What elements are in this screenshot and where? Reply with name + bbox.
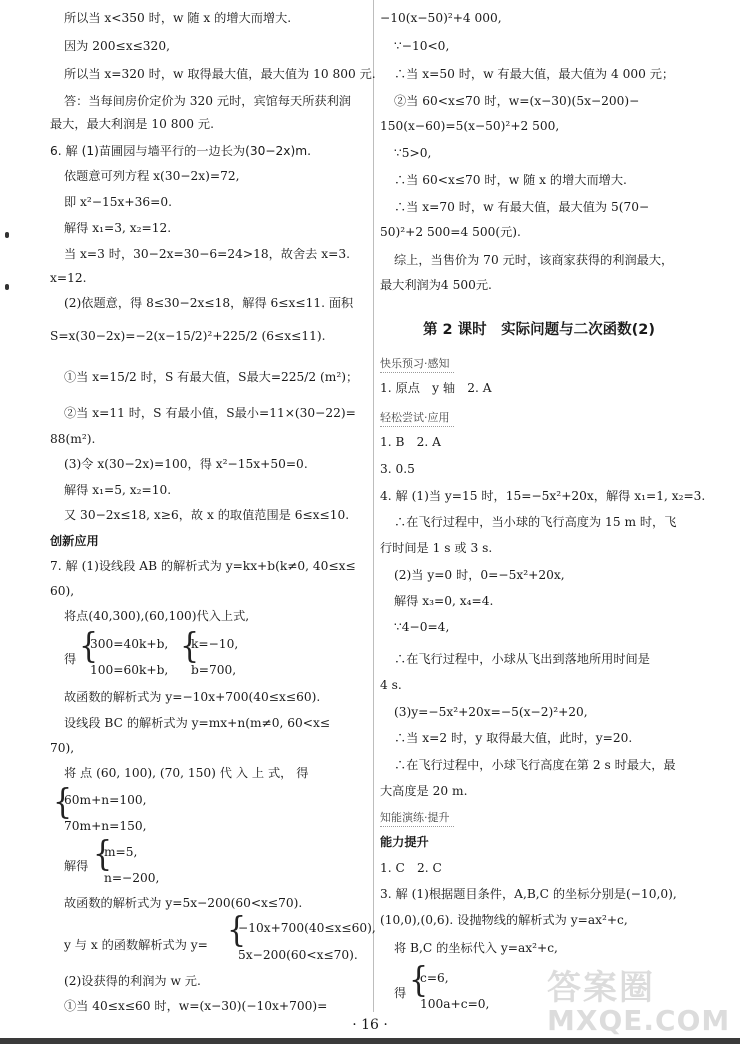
brace: { (409, 960, 429, 1001)
text-line: 解得 x₃=0, x₄=4. (394, 594, 494, 608)
text-line: 50)²+2 500=4 500(元). (380, 225, 521, 239)
equation: n=−200, (104, 871, 160, 885)
text-line: 将 点 (60, 100), (70, 150) 代 入 上 式， 得 (64, 766, 309, 780)
equation: k=−10, (191, 637, 239, 651)
section-tag: 知能演练·提升 (380, 808, 454, 827)
formula-line: ①当 x=15/2 时，S 有最大值，S最大=225/2 (m²)； (64, 370, 359, 384)
text-line: ∴在飞行过程中，小球从飞出到落地所用时间是 (394, 652, 650, 666)
text-line: (2)依题意，得 8≤30−2x≤18，解得 6≤x≤11. 面积 (64, 296, 354, 310)
watermark-logo (547, 960, 731, 1038)
text-line: 答：当每间房价定价为 320 元时，宾馆每天所获利润 (64, 94, 351, 108)
scan-mark (5, 284, 9, 290)
text-line: 故函数的解析式为 y=−10x+700(40≤x≤60). (64, 690, 321, 704)
text-line: (2)当 y=0 时，0=−5x²+20x, (394, 568, 565, 582)
text-line: x=12. (50, 271, 87, 285)
text-line: ∴当 x=2 时，y 取得最大值，此时，y=20. (394, 731, 633, 745)
text-line: 60), (50, 584, 75, 598)
text-line: 依题意可列方程 x(30−2x)=72, (64, 169, 240, 183)
text-line: 1. B 2. A (380, 435, 441, 449)
text-line: 最大利润为4 500元. (380, 278, 492, 292)
equation: 100a+c=0, (420, 997, 490, 1011)
text-line: 将 B,C 的坐标代入 y=ax²+c, (394, 941, 558, 955)
text-line: 大高度是 20 m. (380, 784, 468, 798)
text-line: 将点(40,300),(60,100)代入上式, (64, 609, 250, 623)
page-number: · 16 · (352, 1017, 388, 1033)
text-line: (10,0),(0,6). 设抛物线的解析式为 y=ax²+c, (380, 913, 628, 927)
text-line: 行时间是 1 s 或 3 s. (380, 541, 493, 555)
text-line: 故函数的解析式为 y=5x−200(60<x≤70). (64, 896, 303, 910)
text-line: (3)令 x(30−2x)=100，得 x²−15x+50=0. (64, 457, 308, 471)
text-line: 解得 x₁=5, x₂=10. (64, 483, 172, 497)
text-line: 即 x²−15x+36=0. (64, 195, 172, 209)
section-tag: 轻松尝试·应用 (380, 408, 454, 427)
text-line: 当 x=3 时，30−2x=30−6=24>18，故舍去 x=3. (64, 247, 350, 261)
section-tag: 快乐预习·感知 (380, 354, 454, 373)
problem-3: 3. 解 (1)根据题目条件，A,B,C 的坐标分别是(−10,0), (380, 887, 677, 901)
text-line: 4 s. (380, 678, 402, 692)
text-line: ∵−10<0, (394, 39, 450, 53)
equation: b=700, (191, 663, 237, 677)
section-heading: 创新应用 (50, 534, 99, 548)
text-line: ②当 60<x≤70 时，w=(x−30)(5x−200)− (394, 94, 640, 108)
text-line: ∴当 60<x≤70 时，w 随 x 的增大而增大. (394, 173, 627, 187)
text-line: ∴在飞行过程中，当小球的飞行高度为 15 m 时，飞 (394, 515, 677, 529)
text-line: y 与 x 的函数解析式为 y= (64, 938, 208, 952)
text-line: −10(x−50)²+4 000, (380, 11, 502, 25)
text-line: 88(m²). (50, 432, 96, 446)
text-line: (3)y=−5x²+20x=−5(x−2)²+20, (394, 705, 588, 719)
equation: 300=40k+b, (90, 637, 169, 651)
text-line: 解得 x₁=3, x₂=12. (64, 221, 172, 235)
brace: { (53, 782, 73, 823)
text-line: 解得 (64, 859, 89, 873)
text-line: ∵5>0, (394, 146, 432, 160)
text-line: 设线段 BC 的解析式为 y=mx+n(m≠0, 60<x≤ (64, 716, 331, 730)
equation: 100=60k+b, (90, 663, 169, 677)
text-line: ∴在飞行过程中，小球飞行高度在第 2 s 时最大，最 (394, 758, 676, 772)
problem-4: 4. 解 (1)当 y=15 时，15=−5x²+20x，解得 x₁=1, x₂=3. (380, 489, 706, 503)
equation: 5x−200(60<x≤70). (238, 948, 358, 962)
text-line: 得 (394, 986, 407, 1000)
text-line: 最大，最大利润是 10 800 元. (50, 117, 214, 131)
column-divider (373, 0, 374, 1012)
equation: 60m+n=100, (64, 793, 147, 807)
text-line: 70), (50, 741, 75, 755)
problem-7: 7. 解 (1)设线段 AB 的解析式为 y=kx+b(k≠0, 40≤x≤ (50, 559, 356, 573)
text-line: 1. C 2. C (380, 861, 442, 875)
brace: { (93, 834, 113, 875)
scan-mark (5, 232, 9, 238)
equation: 70m+n=150, (64, 819, 147, 833)
text-line: 得 (64, 652, 77, 666)
scan-edge (0, 1038, 740, 1044)
brace: { (180, 626, 200, 667)
formula-line: S=x(30−2x)=−2(x−15/2)²+225/2 (6≤x≤11). (50, 329, 326, 343)
text-line: ∴当 x=70 时，w 有最大值，最大值为 5(70− (394, 200, 650, 214)
text-line: 3. 0.5 (380, 462, 415, 476)
text-line: 1. 原点 y 轴 2. A (380, 381, 492, 395)
text-line: ∴当 x=50 时，w 有最大值，最大值为 4 000 元； (394, 67, 675, 81)
equation: m=5, (104, 845, 138, 859)
equation: c=6, (420, 971, 449, 985)
lesson-title: 第 2 课时 实际问题与二次函数(2) (422, 322, 656, 338)
text-line: 150(x−60)=5(x−50)²+2 500, (380, 119, 560, 133)
text-line: ①当 40≤x≤60 时，w=(x−30)(−10x+700)= (64, 999, 328, 1013)
text-line: 又 30−2x≤18, x≥6，故 x 的取值范围是 6≤x≤10. (64, 508, 350, 522)
watermark-url: MXQE.COM (547, 1004, 731, 1037)
equation: −10x+700(40≤x≤60), (238, 921, 376, 935)
brace: { (227, 910, 247, 951)
problem-6: 6. 解 (1)苗圃园与墙平行的一边长为(30−2x)m. (50, 144, 312, 158)
brace: { (79, 626, 99, 667)
text-line: 所以当 x=320 时，w 取得最大值，最大值为 10 800 元. (64, 67, 376, 81)
text-line: 因为 200≤x≤320, (64, 39, 170, 53)
text-line: 所以当 x<350 时，w 随 x 的增大而增大. (64, 11, 292, 25)
section-heading: 能力提升 (380, 835, 429, 849)
text-line: ∵4−0=4, (394, 620, 450, 634)
text-line: (2)设获得的利润为 w 元. (64, 974, 201, 988)
text-line: 综上，当售价为 70 元时，该商家获得的利润最大， (394, 253, 674, 267)
text-line: ②当 x=11 时，S 有最小值，S最小=11×(30−22)= (64, 406, 356, 420)
watermark-text: 答案圈 (547, 968, 655, 1008)
